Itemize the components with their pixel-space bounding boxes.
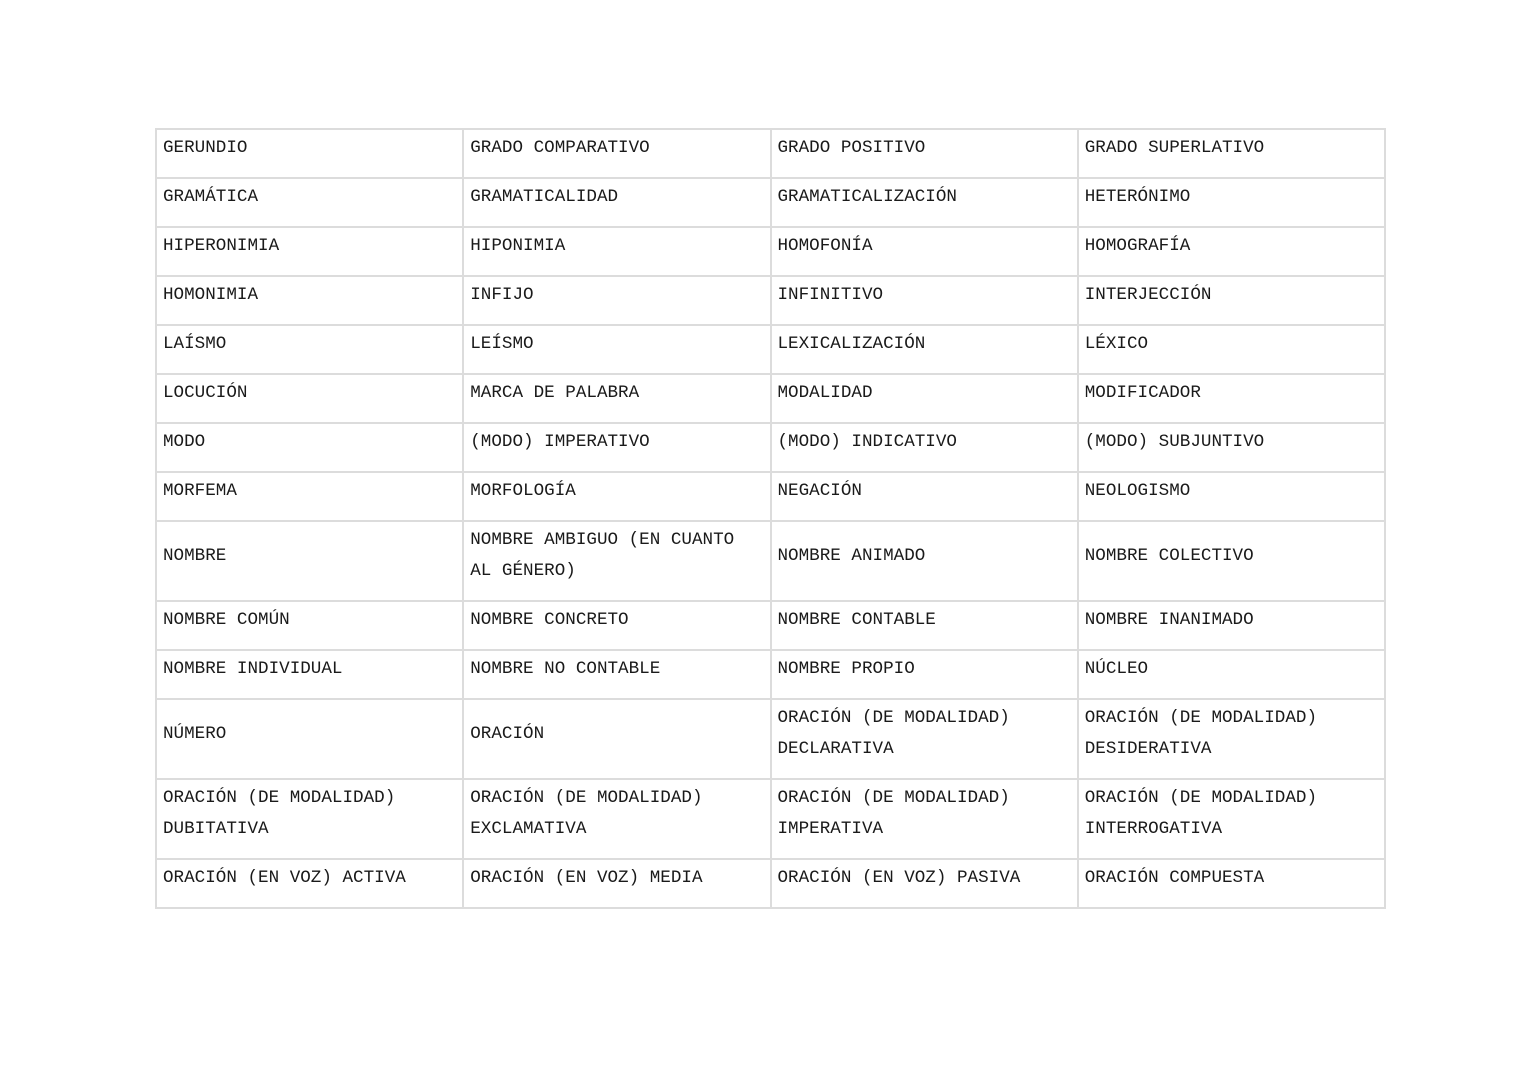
table-cell: MODALIDAD bbox=[771, 374, 1078, 423]
table-cell: (MODO) INDICATIVO bbox=[771, 423, 1078, 472]
table-cell: NOMBRE ANIMADO bbox=[771, 521, 1078, 601]
table-cell: GRAMÁTICA bbox=[156, 178, 463, 227]
table-cell: ORACIÓN (DE MODALIDAD) DESIDERATIVA bbox=[1078, 699, 1385, 779]
table-cell: GRADO SUPERLATIVO bbox=[1078, 129, 1385, 178]
table-cell: NOMBRE CONTABLE bbox=[771, 601, 1078, 650]
table-cell: GRADO COMPARATIVO bbox=[463, 129, 770, 178]
table-row bbox=[156, 650, 1385, 699]
table-row bbox=[156, 227, 1385, 276]
table-cell: INFINITIVO bbox=[771, 276, 1078, 325]
table-cell: HIPERONIMIA bbox=[156, 227, 463, 276]
table-cell: NOMBRE COMÚN bbox=[156, 601, 463, 650]
table-cell: NEGACIÓN bbox=[771, 472, 1078, 521]
table-row bbox=[156, 699, 1385, 779]
table-cell: NOMBRE AMBIGUO (EN CUANTO AL GÉNERO) bbox=[463, 521, 770, 601]
table-cell: HETERÓNIMO bbox=[1078, 178, 1385, 227]
table-row bbox=[156, 601, 1385, 650]
table-row bbox=[156, 779, 1385, 859]
table-cell: (MODO) IMPERATIVO bbox=[463, 423, 770, 472]
table-cell: INTERJECCIÓN bbox=[1078, 276, 1385, 325]
table-cell: ORACIÓN (EN VOZ) ACTIVA bbox=[156, 859, 463, 908]
table-cell: GERUNDIO bbox=[156, 129, 463, 178]
table-cell: NOMBRE bbox=[156, 521, 463, 601]
table-cell: MODO bbox=[156, 423, 463, 472]
table-cell: ORACIÓN (DE MODALIDAD) DECLARATIVA bbox=[771, 699, 1078, 779]
table-cell: MORFEMA bbox=[156, 472, 463, 521]
table-row bbox=[156, 129, 1385, 178]
table-cell: LÉXICO bbox=[1078, 325, 1385, 374]
table-cell: ORACIÓN (EN VOZ) PASIVA bbox=[771, 859, 1078, 908]
table-cell: ORACIÓN bbox=[463, 699, 770, 779]
table-cell: ORACIÓN (DE MODALIDAD) IMPERATIVA bbox=[771, 779, 1078, 859]
table-row bbox=[156, 325, 1385, 374]
table-cell: NEOLOGISMO bbox=[1078, 472, 1385, 521]
table-cell: NOMBRE INDIVIDUAL bbox=[156, 650, 463, 699]
table-cell: HOMOFONÍA bbox=[771, 227, 1078, 276]
glossary-table bbox=[155, 128, 1386, 909]
table-cell: LEÍSMO bbox=[463, 325, 770, 374]
table-cell: ORACIÓN (DE MODALIDAD) EXCLAMATIVA bbox=[463, 779, 770, 859]
table-cell: NÚMERO bbox=[156, 699, 463, 779]
table-cell: (MODO) SUBJUNTIVO bbox=[1078, 423, 1385, 472]
table-cell: ORACIÓN (EN VOZ) MEDIA bbox=[463, 859, 770, 908]
table-cell: INFIJO bbox=[463, 276, 770, 325]
table-row bbox=[156, 859, 1385, 908]
table-cell: ORACIÓN COMPUESTA bbox=[1078, 859, 1385, 908]
table-cell: HOMONIMIA bbox=[156, 276, 463, 325]
table-cell: MARCA DE PALABRA bbox=[463, 374, 770, 423]
table-cell: ORACIÓN (DE MODALIDAD) INTERROGATIVA bbox=[1078, 779, 1385, 859]
table-row bbox=[156, 374, 1385, 423]
table-cell: MODIFICADOR bbox=[1078, 374, 1385, 423]
table-cell: ORACIÓN (DE MODALIDAD) DUBITATIVA bbox=[156, 779, 463, 859]
table-cell: LAÍSMO bbox=[156, 325, 463, 374]
table-row bbox=[156, 472, 1385, 521]
table-cell: NOMBRE COLECTIVO bbox=[1078, 521, 1385, 601]
table-cell: LOCUCIÓN bbox=[156, 374, 463, 423]
table-cell: GRADO POSITIVO bbox=[771, 129, 1078, 178]
table-cell: NOMBRE CONCRETO bbox=[463, 601, 770, 650]
table-row bbox=[156, 178, 1385, 227]
table-cell: NOMBRE NO CONTABLE bbox=[463, 650, 770, 699]
table-row bbox=[156, 521, 1385, 601]
table-cell: NOMBRE INANIMADO bbox=[1078, 601, 1385, 650]
table-cell: HOMOGRAFÍA bbox=[1078, 227, 1385, 276]
table-cell: GRAMATICALIZACIÓN bbox=[771, 178, 1078, 227]
table-cell: HIPONIMIA bbox=[463, 227, 770, 276]
table-row bbox=[156, 423, 1385, 472]
table-cell: NÚCLEO bbox=[1078, 650, 1385, 699]
table-row bbox=[156, 276, 1385, 325]
table-cell: NOMBRE PROPIO bbox=[771, 650, 1078, 699]
table-cell: LEXICALIZACIÓN bbox=[771, 325, 1078, 374]
table-cell: MORFOLOGÍA bbox=[463, 472, 770, 521]
glossary-table-body bbox=[156, 129, 1385, 908]
table-cell: GRAMATICALIDAD bbox=[463, 178, 770, 227]
